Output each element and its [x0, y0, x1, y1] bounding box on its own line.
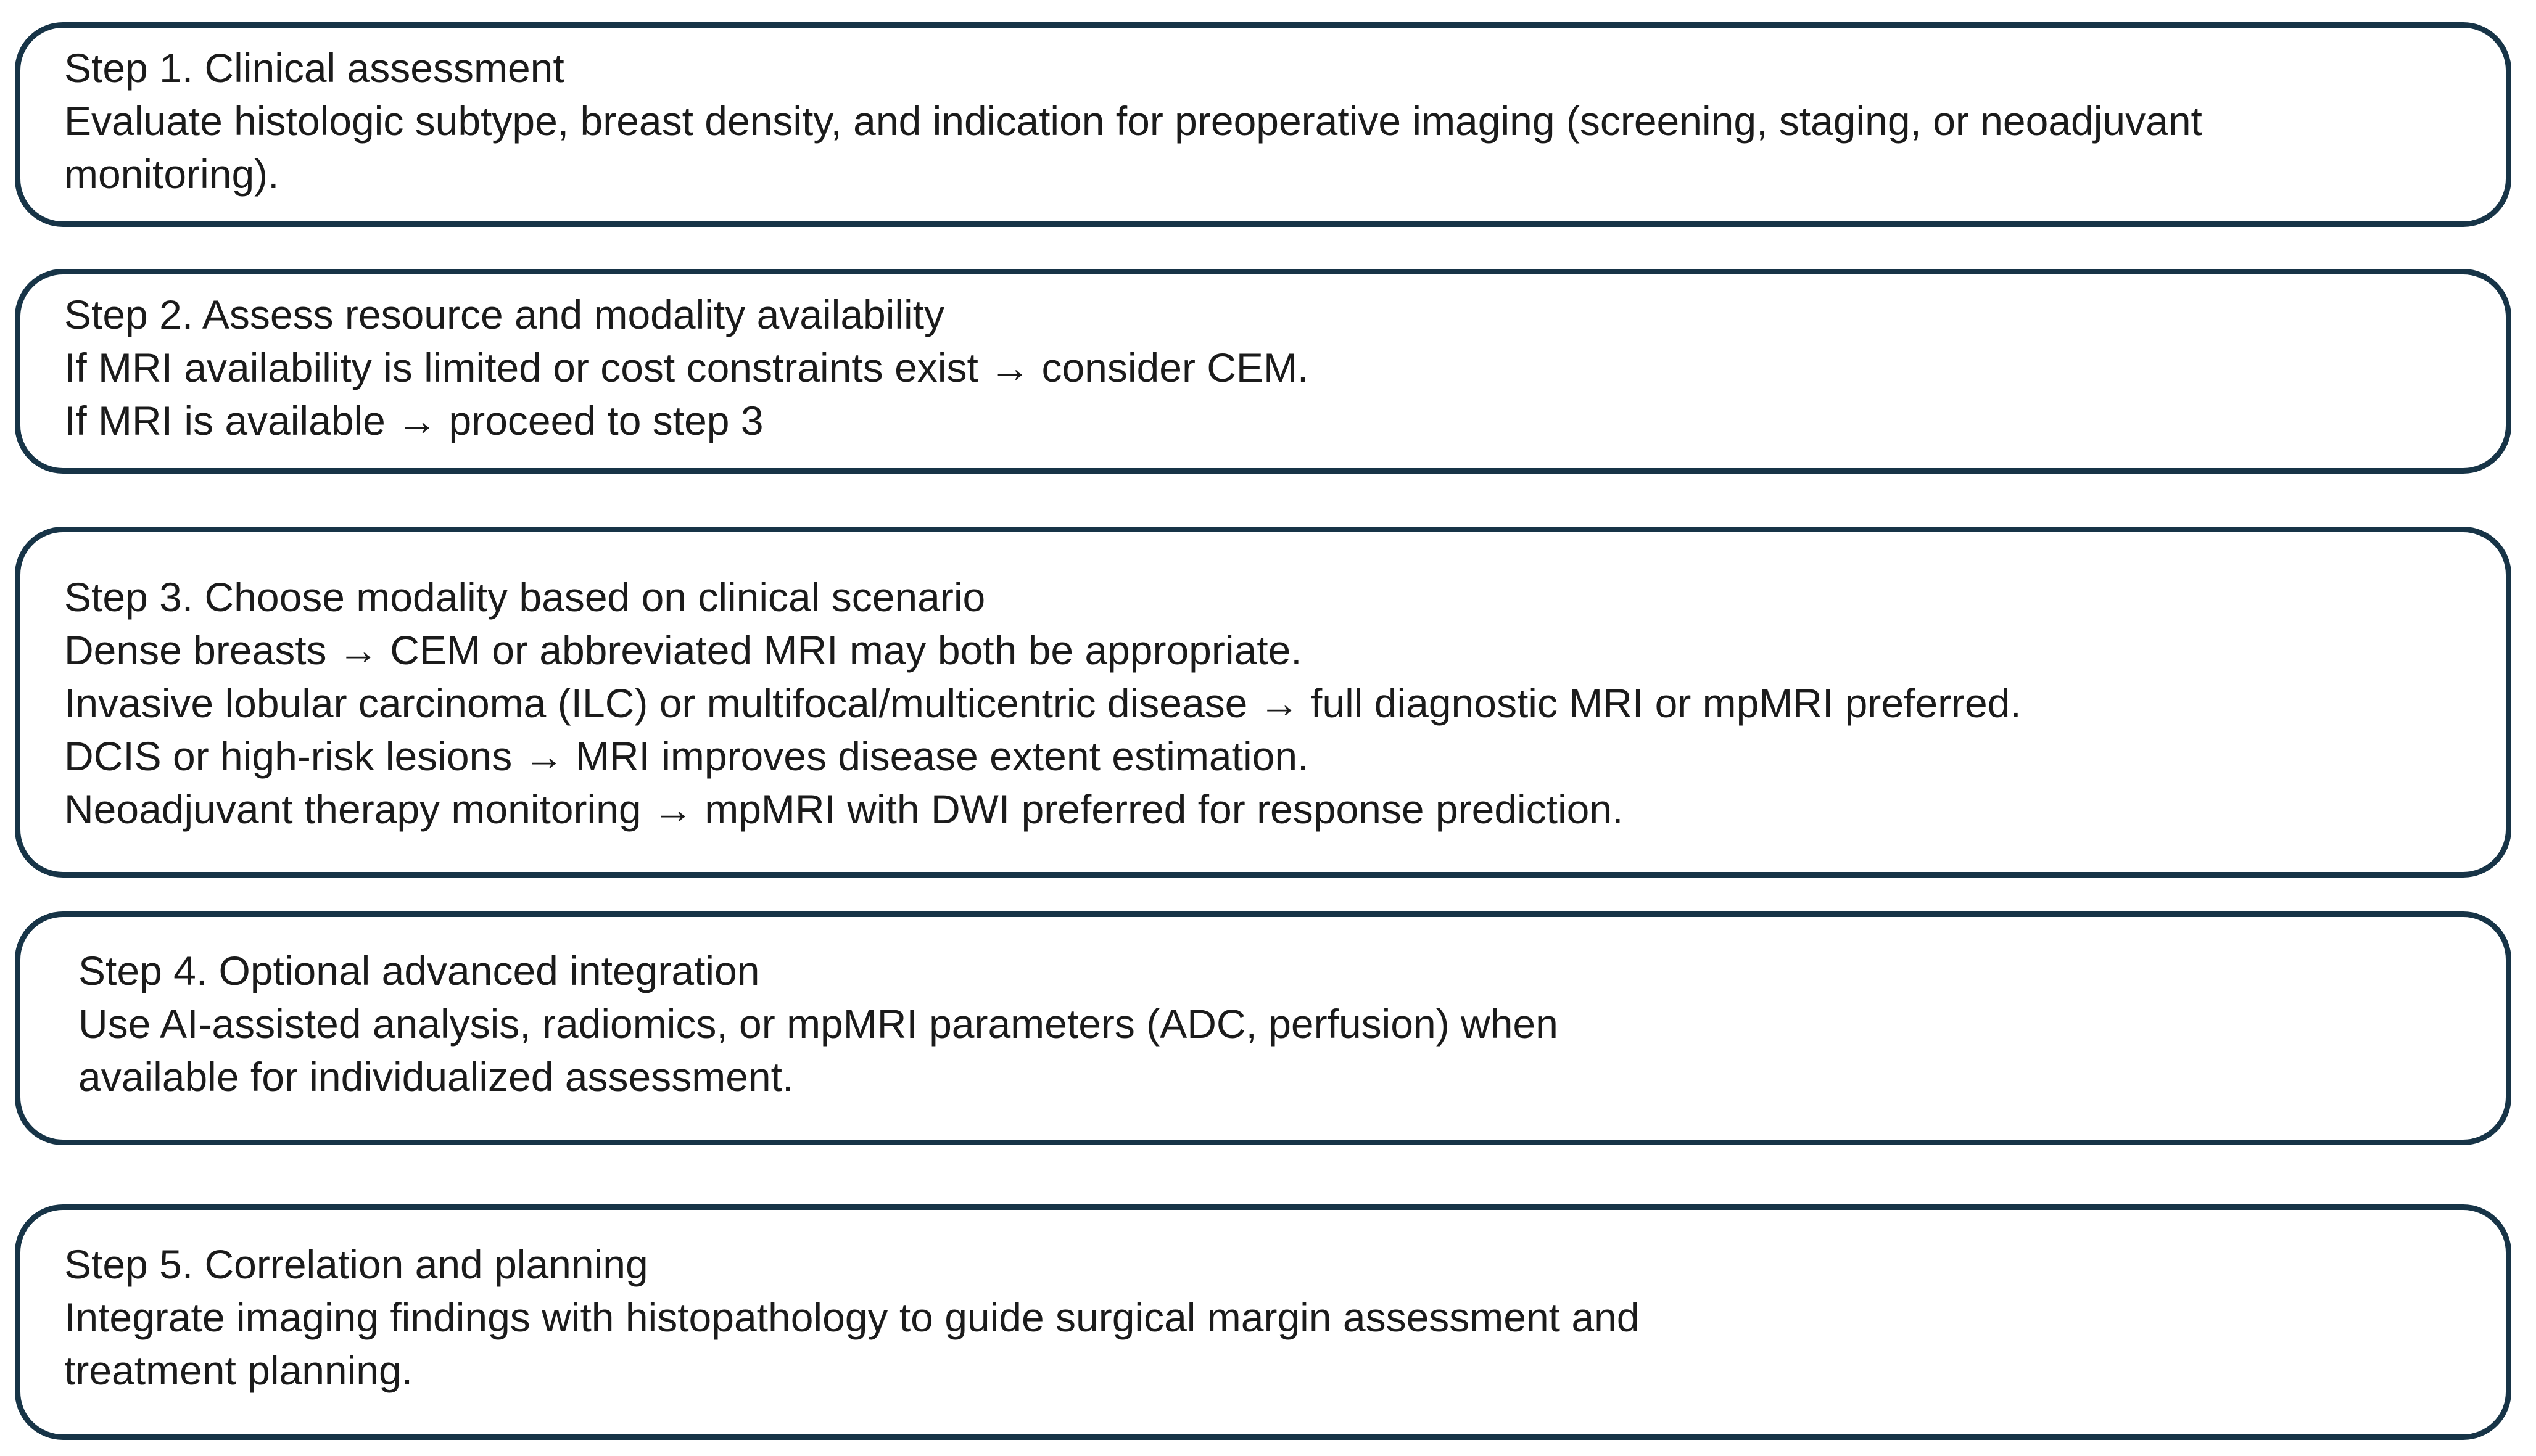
step-2-box: [15, 269, 2511, 474]
step-2-line-1: If MRI availability is limited or cost constraints exist → consider CEM.: [64, 345, 1309, 390]
step-1-box: [15, 22, 2511, 227]
step-3-line-4: Neoadjuvant therapy monitoring → mpMRI with DWI preferred for response prediction.: [64, 786, 1624, 832]
step-1-line-1: Evaluate histologic subtype, breast density, and indication for preoperative imaging (screening, staging, or neoadjuvant: [64, 98, 2202, 144]
step-5-title: Step 5. Correlation and planning: [64, 1241, 648, 1287]
step-3-line-1: Dense breasts → CEM or abbreviated MRI may both be appropriate.: [64, 627, 1302, 673]
step-1-title: Step 1. Clinical assessment: [64, 45, 564, 91]
step-4-line-2: available for individualized assessment.: [78, 1054, 794, 1100]
step-3-line-3: DCIS or high-risk lesions → MRI improves disease extent estimation.: [64, 733, 1309, 779]
step-3-box: [15, 527, 2511, 878]
step-4-box: [15, 911, 2511, 1145]
step-2-title: Step 2. Assess resource and modality availability: [64, 292, 945, 337]
step-4-line-1: Use AI-assisted analysis, radiomics, or mpMRI parameters (ADC, perfusion) when: [78, 1001, 1558, 1047]
step-5-line-2: treatment planning.: [64, 1347, 413, 1393]
step-2-line-2: If MRI is available → proceed to step 3: [64, 398, 764, 443]
step-3-line-2: Invasive lobular carcinoma (ILC) or multifocal/multicentric disease → full diagnostic MRI or mpMRI preferred.: [64, 680, 2022, 726]
step-1-line-2: monitoring).: [64, 151, 279, 197]
step-5-box: [15, 1204, 2511, 1440]
step-5-line-1: Integrate imaging findings with histopathology to guide surgical margin assessment and: [64, 1294, 1640, 1340]
step-3-title: Step 3. Choose modality based on clinical scenario: [64, 574, 986, 620]
step-4-title: Step 4. Optional advanced integration: [78, 948, 760, 993]
